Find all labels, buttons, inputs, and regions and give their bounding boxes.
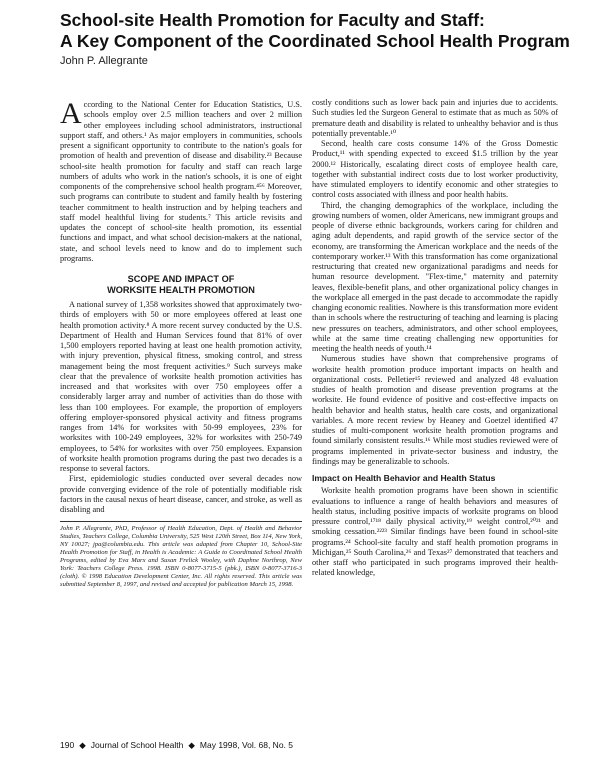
impact-paragraph: Worksite health promotion programs have been shown in scientific evaluations to influence a range of health behaviors and measures of health status, including positive impacts of worksite programs on blood pressure control,¹⁷¹⁸ daily physical activity,¹⁹ weight control,²⁰²¹ and smoking cessation.²²²³ Similar findings have been found in school-site programs.²⁴ School-site faculty and staff health promotion programs in Michigan,²⁵ South Carolina,²⁶ and Texas²⁷ demonstrated that teachers and other staff who participated in such programs improved their health-related knowledge, (312, 486, 558, 578)
demographics-paragraph: Third, the changing demographics of the workplace, including the growing numbers of women, older Americans, new immigrant groups and people of diverse ethnic backgrounds, workers caring for children and aging adult dependents, and rapid growth of the service sector of the economy, are transforming the American workplace and the needs of the contemporary worker.¹³ With this transformation has come organizational restructuring that created new organizational paradigms and needs for human resource development. "Flex-time," maternity and paternity leaves, flexible-benefit plans, and other organizational policy changes in the workplace all emerged in the past decade to accommodate the rapidly changing economic realities. Nowhere is this transformation more evident than in schools where the restructuring of teaching and learning is placing new pressures on teachers, administrators, and other school employees, while at the same time creating challenging new opportunities for meeting the health needs of youth.¹⁴ (312, 200, 558, 353)
left-column (60, 97, 302, 589)
issue-info: May 1998, Vol. 68, No. 5 (199, 740, 293, 750)
right-column (312, 98, 558, 579)
survey-paragraph: A national survey of 1,358 worksites showed that approximately two-thirds of employers with 50 or more employees offered at least one health promotion activity.⁸ A more recent survey conducted by the U.S. Department of Health and Human Services found that 81% of over 1,500 employers reported having at least one health promotion activity, with injury prevention, physical fitness, smoking control, and stress management being the most frequent activities.⁹ Such surveys make clear that the prevalence of worksite health promotion activities has increased and that worksites with over 750 employees offer a considerably larger array and number of activities than do those with less than 100 employees. For example, the proportion of employers offering employer-sponsored physical activity and fitness programs ranges from 14% for worksites with 50-99 employees, 23% for worksites with 100-249 employees, 32% for worksites with 250-749 employees, to 54% for worksites with over 750 employees. Expansion of worksite health promotion programs during the past two decades is a response to several factors. (60, 300, 302, 473)
title-line-1: School-site Health Promotion for Faculty and Staff: (60, 10, 485, 30)
footnote-divider (60, 521, 302, 522)
journal-name: Journal of School Health (90, 740, 184, 750)
intro-paragraph (60, 97, 302, 264)
drop-cap: A (60, 97, 82, 130)
health-costs-paragraph: Second, health care costs consume 14% of the Gross Domestic Product,¹¹ with spending expected to exceed $1.5 trillion by the year 2000.¹² Historically, escalating direct costs of employee health care, together with substantial indirect costs due to lost worker productivity, have stimulated employers to identify economic and other strategies to control costs associated with illness and poor health habits. (312, 139, 558, 200)
title-line-2: A Key Component of the Coordinated School Health Program (60, 31, 570, 51)
page-number: 190 (60, 740, 75, 750)
page-footer (60, 740, 293, 751)
studies-paragraph: Numerous studies have shown that comprehensive programs of worksite health promotion produce important impacts on health and organizational costs. Pelletier¹⁵ reviewed and analyzed 48 evaluation studies of health promotion and disease prevention programs at the worksite. He found evidence of positive and cost-effective impacts on health behavior and health status, health care costs, and organizational variables. A more recent review by Heaney and Goetzel identified 47 studies of multi-component worksite health promotion programs and found similarly consistent results.¹⁶ While most studies reviewed were of programs implemented in private-sector business and industry, the findings may be generalizable to schools. (312, 354, 558, 466)
author-name: John P. Allegrante (60, 55, 148, 67)
subsection-heading: Impact on Health Behavior and Health Status (312, 473, 496, 483)
bullet-icon: ◆ (188, 740, 195, 750)
article-title (60, 10, 580, 52)
bullet-icon: ◆ (79, 740, 86, 750)
continued-paragraph: costly conditions such as lower back pain and injuries due to accidents. Such studies led the Surgeon General to estimate that as much as 50% of premature death and disability is related to unhealthy behavior and is thus potentially preventable.¹⁰ (312, 98, 558, 138)
section-heading (60, 274, 302, 296)
section-heading-line-2: WORKSITE HEALTH PROMOTION (107, 285, 255, 295)
epidemiology-paragraph: First, epidemiologic studies conducted over several decades now provide converging evidence of the role of potentially modifiable risk factors in the causal nexus of heart disease, cancer, and stroke, as well as disabling and (60, 474, 302, 514)
section-heading-line-1: SCOPE AND IMPACT OF (127, 274, 235, 284)
author-footnote: John P. Allegrante, PhD, Professor of Health Education, Dept. of Health and Behavior Studies, Teachers College, Columbia University, 525 West 120th Street, Box 114, New York, NY 10027; jpa@columbia.edu. This article was adapted from Chapter 10, School-Site Health Promotion for Staff, in Health is Academic: A Guide to Coordinated School Health Programs, edited by Eva Marx and Susan Frelick Wooley, with Daphne Northrop, New York: Teachers College Press. 1998. ISBN 0-8077-3715-5 (pbk.), ISBN 0-8077-3716-3 (cloth). © 1998 Education Development Center, Inc. All rights reserved. This article was submitted September 8, 1997, and revised and accepted for publication March 15, 1998. (60, 525, 302, 589)
intro-text: ccording to the National Center for Education Statistics, U.S. schools employ over 2.5 million teachers and over 2 million other employees including school administrators, instructional support staff, and others.¹ As major employers in communities, schools present a significant opportunity to contribute to the nation's goals for promotion of health and prevention of disease and disability.²³ Because school-site health promotion for faculty and staff can reach large numbers of adults who work in the nation's schools, it is one of eight components of the comprehensive school health program.⁴⁵⁶ Moreover, such programs can contribute to student and family health by fostering teacher commitment to health instruction and by helping teachers and staff model healthful living for students.⁷ This article revisits and updates the concept of school-site health promotion, its essential functions and impact, and what school decision-makers at the national, state, and school levels need to know and do to implement such programs. (60, 100, 302, 263)
